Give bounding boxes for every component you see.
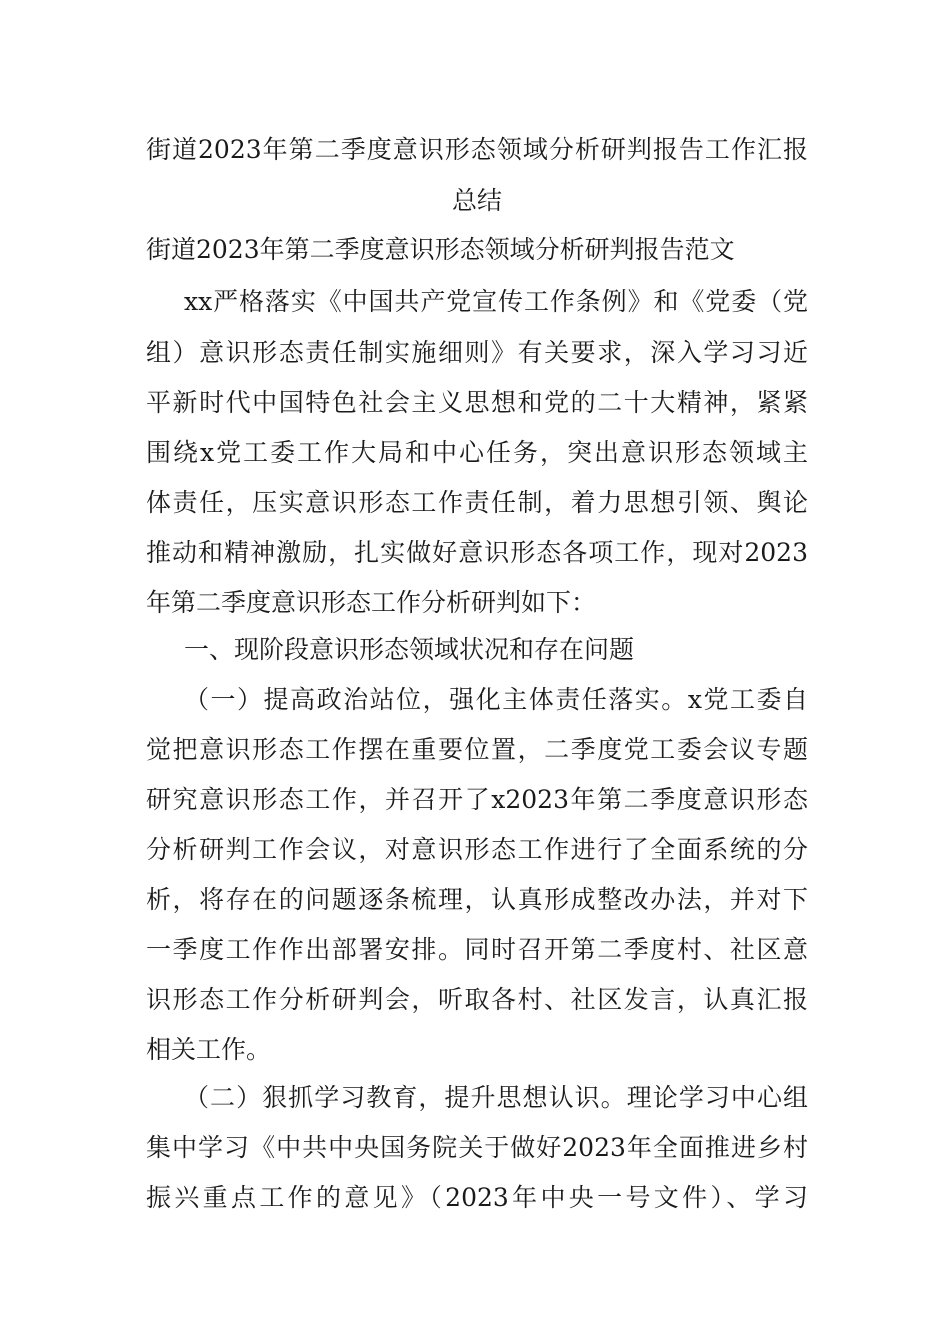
document-title-line-1: 街道2023年第二季度意识形态领域分析研判报告工作汇报 <box>146 135 808 164</box>
paragraph-2-line-3: 研究意识形态工作，并召开了x2023年第二季度意识形态 <box>146 785 808 814</box>
paragraph-2-line-7: 识形态工作分析研判会，听取各村、社区发言，认真汇报 <box>146 985 808 1014</box>
paragraph-1-line-5: 体责任，压实意识形态工作责任制，着力思想引领、舆论 <box>146 488 808 517</box>
paragraph-1-line-1: xx严格落实《中国共产党宣传工作条例》和《党委（党 <box>184 287 808 316</box>
paragraph-1-line-7: 年第二季度意识形态工作分析研判如下： <box>146 588 597 617</box>
paragraph-2-line-4: 分析研判工作会议，对意识形态工作进行了全面系统的分 <box>146 835 808 864</box>
paragraph-3-line-3: 振兴重点工作的意见》（2023年中央一号文件）、学习 <box>146 1183 808 1212</box>
paragraph-2-line-8: 相关工作。 <box>146 1035 272 1064</box>
paragraph-1-line-6: 推动和精神激励，扎实做好意识形态各项工作，现对2023 <box>146 538 808 567</box>
paragraph-2-line-1: （一）提高政治站位，强化主体责任落实。x党工委自 <box>184 685 808 714</box>
section-heading-1: 一、现阶段意识形态领域状况和存在问题 <box>184 635 635 664</box>
paragraph-3-line-2: 集中学习《中共中央国务院关于做好2023年全面推进乡村 <box>146 1133 808 1162</box>
paragraph-3-line-1: （二）狠抓学习教育，提升思想认识。理论学习中心组 <box>184 1083 808 1112</box>
paragraph-2-line-2: 觉把意识形态工作摆在重要位置，二季度党工委会议专题 <box>146 735 808 764</box>
document-subtitle: 街道2023年第二季度意识形态领域分析研判报告范文 <box>146 235 735 264</box>
paragraph-2-line-6: 一季度工作作出部署安排。同时召开第二季度村、社区意 <box>146 935 808 964</box>
paragraph-1-line-3: 平新时代中国特色社会主义思想和党的二十大精神，紧紧 <box>146 388 808 417</box>
paragraph-1-line-4: 围绕x党工委工作大局和中心任务，突出意识形态领域主 <box>146 438 808 467</box>
paragraph-1-line-2: 组）意识形态责任制实施细则》有关要求，深入学习习近 <box>146 338 808 367</box>
paragraph-2-line-5: 析，将存在的问题逐条梳理，认真形成整改办法，并对下 <box>146 885 808 914</box>
document-title-line-2: 总结 <box>451 186 502 215</box>
